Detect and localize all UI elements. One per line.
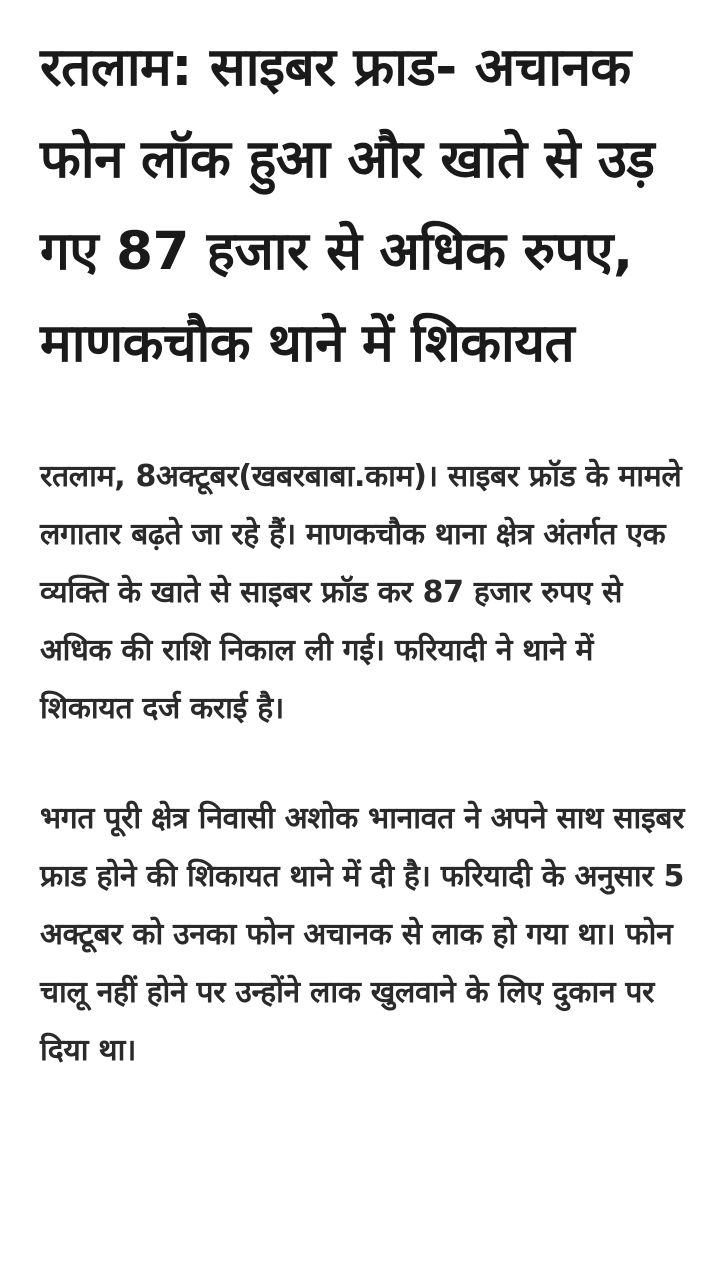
article-paragraph-2: भगत पूरी क्षेत्र निवासी अशोक भानावत ने अपने साथ साइबर फ्राड होने की शिकायत थाने में दी है। फरियादी के अनुसार 5 अक्टूबर को उनका फोन अचानक से लाक हो गया था। फोन चालू नहीं होने पर उन्होंने लाक खुलवाने के लिए दुकान पर दिया था।: [40, 801, 685, 1068]
news-article: [40, 22, 690, 1132]
article-paragraph-1: रतलाम, 8अक्टूबर(खबरबाबा.काम)। साइबर फ्रॉड के मामले लगातार बढ़ते जा रहे हैं। माणकचौक थाना क्षेत्र अंतर्गत एक व्यक्ति के खाते से साइबर फ्रॉड कर 87 हजार रुपए से अधिक की राशि निकाल ली गई। फरियादी ने थाने में शिकायत दर्ज कराई है।: [40, 459, 682, 726]
article-headline: रतलाम: साइबर फ्राड- अचानक फोन लॉक हुआ और खाते से उड़ गए 87 हजार से अधिक रुपए, माणकचौक थाने में शिकायत: [40, 37, 655, 374]
article-body: [40, 448, 690, 1080]
